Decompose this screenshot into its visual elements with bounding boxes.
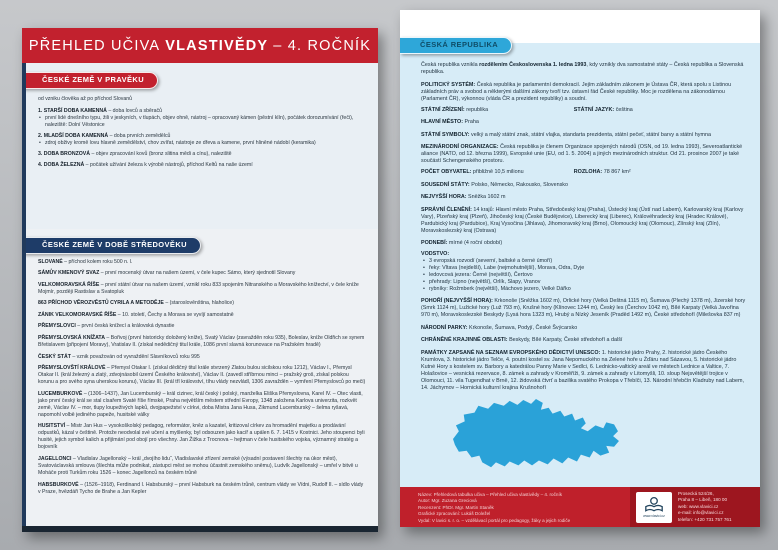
credit-line: Název: Přehledová tabulka učiva – Přehled učiva vlastivědy – 4. ročník [418, 492, 563, 497]
entry-term: PŘEMYSLOVCI [38, 323, 76, 330]
vodstvo-item: • řeky: Vltava (nejdelší), Labe (nejmohutnější), Morava, Odra, Dyje [421, 265, 746, 272]
czech-republic-map [437, 398, 746, 483]
credit-line: Vydal: V lavici s. r. o. – vzdělávací portál pro pedagogy, žáky a jejich rodiče [418, 517, 571, 523]
history-entry [38, 456, 366, 477]
contact-line: e-mail: info@vlavici.cz [678, 510, 724, 516]
intro-t2: , kdy vznikly dva samostatné státy – Česká republika a Slovenská republika. [421, 62, 744, 76]
history-entry [38, 365, 366, 386]
fact-text: Sněžka 1602 m [468, 194, 506, 201]
fact-label: POČET OBYVATEL: [421, 169, 472, 176]
item-bullet: • zdroj obživy kromě lovu hlavně zemědělství, chov zvířat, nástroje ze dřeva a kamene, první hliněné nádobí (keramika) [38, 140, 366, 147]
entry-term: 863 PŘÍCHOD VĚROZVĚSTŮ CYRILA A METODĚJE [38, 300, 164, 307]
entry-text: – Mistr Jan Hus – vysokoškolský pedagog, reformátor, kněz a kazatel, kritizoval církev za hromadění majetku a prodávání odpustků, kázal v češtině. Protože neodvolal své učení a myšlenky, byl odsouzen jako kacíř a upálen 6. 7. 1415 v Kostnici. Jeho stoupenci byli husité, jejich symbol kalich a přijímání pod obojí pro všechny. Jan Žižka z Trocnova – hejtman v čele husitského vojska, významný stratég a bojovník [38, 423, 365, 451]
item-heading: 2. MLADŠÍ DOBA KAMENNÁ [38, 132, 109, 139]
fact-sousedni-staty [421, 182, 746, 189]
section-badge-stredovek: ČESKÉ ZEMĚ V DOBĚ STŘEDOVĚKU [22, 237, 201, 254]
fact-row [421, 107, 746, 114]
fact-label: NEJVYŠŠÍ HORA: [421, 194, 467, 201]
entry-term: VELKOMORAVSKÁ ŘÍŠE [38, 281, 100, 288]
entry-term: HABSBURKOVÉ [38, 481, 79, 488]
fact-label: MEZINÁRODNÍ ORGANIZACE: [421, 144, 499, 151]
fact-text: Polsko, Německo, Rakousko, Slovensko [471, 181, 568, 188]
footer-contact-lines [678, 491, 732, 523]
entry-text: – vznik považován od vyvraždění Slavníkovců roku 995 [72, 353, 200, 360]
logo-url: www.vlavici.cz [643, 514, 665, 518]
ceska-republika-panel [400, 43, 760, 487]
left-spine-bar [22, 63, 26, 532]
entry-text: – (1526–1918), Ferdinand I. Habsburský – první Habsburk na českém trůně, centrum vlády ve Vídni, Rudolf II. – sídlo vlády v Praze, hvězdáři Tycho de Brahe a Jan Kepler [38, 481, 364, 495]
fact-text: republika [466, 106, 489, 113]
fact-pohori [421, 298, 746, 319]
section-badge-pravek: ČESKÉ ZEMĚ V PRAVĚKU [22, 72, 158, 89]
history-entry [38, 354, 366, 361]
fact-text: Česká republika je členem Organizace spojených národů (OSN, od 19. ledna 1993), Severoatlantické aliance (NATO, od 12. března 1999), Evropské unie (EU, od 1. 5. 2004) a jiných mezinárodních struktur. Od 21. prosince 2007 je také součástí Schengenského prostoru. [421, 144, 743, 165]
fact-mezinarodni-organizace [421, 144, 746, 165]
fact-text: přibližně 10,5 milionu [472, 169, 524, 176]
fact-hlavni-mesto [421, 119, 746, 126]
title-prefix: PŘEHLED UČIVA [28, 37, 161, 54]
book-reader-icon [644, 496, 664, 514]
entry-text: – Přemysl Otakar I. (získal dědičný titul krále stvrzený Zlatou bulou sicilskou roku 1212), Václav I., Přemysl Otakar II. (král železný a zlatý, zdvojnásobil území Českého království), Václav II. (zavedl stříbrnou minci – pražský groš, získal polskou korunu a pro svého syna uherskou korunu), Václav III. (král tří království, tíhu vlády nezvládl, 1306 zavražděn – vymření Přemyslovců po meči) [38, 365, 366, 386]
section-stredovek [22, 229, 378, 526]
left-bottom-bar [22, 526, 378, 532]
history-entry [38, 423, 366, 451]
entry-term: ZÁNIK VELKOMORAVSKÉ ŘÍŠE [38, 311, 117, 318]
title-suffix: – 4. ROČNÍK [273, 37, 372, 54]
vodstvo-item: • přehrady: Lipno (největší), Orlík, Slapy, Vranov [421, 279, 746, 286]
contact-line: telefon: +420 731 757 761 [678, 516, 732, 522]
entry-term: ČESKÝ STÁT [38, 353, 71, 360]
fact-text: Krkonoše, Šumava, Podyjí, České Švýcarsko [469, 324, 578, 331]
page-title [22, 28, 378, 63]
pravek-item [38, 133, 366, 147]
intro-paragraph [421, 62, 746, 76]
entry-text: – (1306–1437), Jan Lucemburský – král cizinec, král český i polský, manželka Eliška Přemyslovna, Karel IV. – Otec vlasti, jako první český král se stal císařem Svaté říše římské, Praha největším městem střední Evropy, 1348 založena Karlova univerzita, rozkvět země, Václav IV. – mor, tlupy loupeživých lapků, dvojpapežství v církvi, doba Mistra Jana Husa, Zikmund Lucemburský – šelma ryšavá, napomohl volbě jediného papeže, husitské války [38, 390, 363, 418]
item-text: – objev zpracování kovů (bronz slitina mědi a cínu), naleziště [91, 150, 232, 157]
item-text: – doba prvních zemědělců [109, 132, 171, 139]
fact-text: 14 krajů: Hlavní město Praha, Středočeský kraj (Praha), Ústecký kraj (Ústí nad Labem), Karlovarský kraj (Karlovy Vary), Plzeňský kraj (Plzeň), Jihočeský kraj (České Budějovice), Liberecký kraj (Liberec), Královéhradecký kraj (Hradec Králové), Pardubický kraj (Pardubice), Kraj Vysočina (Jihlava), Jihomoravský kraj (Brno), Olomoucký kraj (Olomouc), Zlínský kraj (Zlín), Moravskoslezský kraj (Ostrava) [421, 206, 744, 234]
fact-text: Beskydy, Bílé Karpaty, České středohoří a další [509, 337, 623, 344]
fact-label: HLAVNÍ MĚSTO: [421, 119, 464, 126]
pravek-item [38, 162, 366, 169]
credit-line: Grafické zpracování: Lukáš Doležel [418, 511, 491, 517]
entry-term: HUSITSTVÍ [38, 423, 66, 430]
fact-vodstvo [421, 251, 746, 293]
entry-text: – první státní útvar na našem území, vznikl roku 833 spojením Nitranského a Moravského knížectví, v čele kníže Mojmír, později Rastislav a Svatopluk [38, 281, 359, 295]
entry-text: – první mocenský útvar na našem území, v čele kupec Sámo, který sjednotil Slovany [100, 270, 296, 277]
vodstvo-list [421, 258, 746, 293]
item-heading: 3. DOBA BRONZOVÁ [38, 150, 90, 157]
pravek-item [38, 151, 366, 158]
intro-t1: Česká republika vznikla [421, 62, 480, 69]
footer-credits [400, 487, 630, 527]
fact-text: 78 867 km² [603, 169, 631, 176]
fact-spravni-cleneni [421, 207, 746, 235]
pravek-intro: od vzniku člověka až po příchod Slovanů [38, 95, 133, 102]
vodstvo-item: • ledovcová jezera: Černé (největší), Čertovo [421, 272, 746, 279]
entry-text: – Vladislav Jagellonský – král „dvojího lidu“, Vladislavské zřízení zemské (výsadní postavení šlechty na úkor měst), Svatováclavská smlouva (šlechta může podnikat, zástupci měst se mohou účastnit zemského sněmu), Ludvík Jagellonský – umřel v bitvě u Moháče proti Turkům roku 1526 – konec Jagellonců na českém trůně [38, 456, 358, 477]
entry-term: SLOVANÉ [38, 258, 63, 265]
fact-text: Praha [464, 119, 479, 126]
footer-contact-block [630, 487, 760, 527]
fact-label: STÁTNÍ ZŘÍZENÍ: [421, 106, 465, 113]
section-badge-ceska-republika: ČESKÁ REPUBLIKA [400, 37, 512, 54]
history-entry [38, 282, 366, 296]
fact-nejvyssi-hora [421, 194, 746, 201]
history-entry [38, 323, 366, 330]
fact-label: POLITICKÝ SYSTÉM: [421, 81, 476, 88]
fact-text: 1. historické jádro Prahy, 2. historické jádro Českého Krumlova, 3. historické jádro Telče, 4. poutní kostel sv. Jana Nepomuckého na Zelené hoře u Žďáru nad Sázavou, 5. historické jádro Kutné Hory s kostelem sv. Barbory a katedrálou Panny Marie v Sedlci, 6. Lednicko-valtický areál ve městech Lednice a Valtice, 7. Holašovice – vesnická rezervace, 8. zámek a zahrady v Kroměříži, 9. zámek a zahrady v Litomyšli, 10. sloup Nejsvětější trojice v Olomouci, 11. vila Tugendhat v Brně, 12. židovská čtvrť a bazilika svatého Prokopa v Třebíči, 13. Národní hřebčín Kladruby nad Labem, 14. Jáchymov – Hornická kulturní krajina Krušnohoří [421, 349, 745, 391]
fact-label: STÁTNÍ SYMBOLY: [421, 131, 470, 138]
item-heading: 1. STARŠÍ DOBA KAMENNÁ [38, 107, 107, 114]
fact-chranene-oblasti [421, 337, 746, 344]
item-bullet: • první lidé dnešního typu, žili v jeskyních, v tlupách, objev ohně, nástroj – opracovaný kámen (pěstní klín), počátek dorozumívání (řeči), naleziště: Dolní Věstonice [38, 115, 366, 129]
contact-line: Praha 8 – Libeň, 180 00 [678, 497, 728, 503]
history-entry [38, 259, 366, 266]
fact-politicky-system [421, 82, 746, 103]
title-bold: VLASTIVĚDY [165, 37, 269, 54]
vodstvo-item: • 3 evropská rozvodí (severní, baltské a černé úmoří) [421, 258, 746, 265]
fact-text: mírné (4 roční období) [448, 239, 503, 246]
stredovek-entries [22, 254, 378, 496]
entry-text: – (staroslověnština, hlaholice) [165, 300, 234, 307]
history-entry [38, 270, 366, 277]
fact-text: čeština [615, 106, 633, 113]
entry-text: – příchod kolem roku 500 n. l. [64, 258, 133, 265]
item-text: – doba lovců a sběračů [108, 107, 162, 114]
pravek-item [38, 108, 366, 129]
credit-line: Recenzent: PhDr. Mgr. Martin Staněk [418, 504, 494, 510]
fact-podnebi [421, 240, 746, 247]
fact-label: SOUSEDNÍ STÁTY: [421, 181, 470, 188]
fact-label: POHOŘÍ (NEJVYŠŠÍ HORA): [421, 298, 493, 305]
fact-unesco [421, 350, 746, 392]
history-entry [38, 312, 366, 319]
fact-text: Krkonoše (Sněžka 1602 m), Orlické hory (Velká Deštná 1115 m), Šumava (Plechý 1378 m), Jizerské hory (Smrk 1124 m), Lužické hory (Luž 793 m), Krušné hory (Klínovec 1244 m), Český les (Čerchov 1042 m), Bílé Karpaty (Velká Javořina 970 m), Moravskoslezské Beskydy (Lysá hora 1323 m), Hrubý a Nízký Jeseník (Praděd 1492 m), České středohoří (Milešovka 837 m) [421, 298, 746, 319]
fact-text: velký a malý státní znak, státní vlajka, standarta prezidenta, státní pečeť, státní barvy a státní hymna [471, 131, 711, 138]
fact-label: PAMÁTKY ZAPSANÉ NA SEZNAM EVROPSKÉHO DĚDICTVÍ UNESCO: [421, 349, 601, 356]
entry-term: PŘEMYSLOVŠTÍ KRÁLOVÉ [38, 365, 106, 372]
fact-narodni-parky [421, 325, 746, 332]
fact-row [421, 169, 746, 176]
fact-label: SPRÁVNÍ ČLENĚNÍ: [421, 206, 472, 213]
entry-term: PŘEMYSLOVSKÁ KNÍŽATA [38, 335, 105, 342]
left-page [22, 28, 378, 532]
right-page [400, 10, 760, 527]
history-entry [38, 335, 366, 349]
fact-label: STÁTNÍ JAZYK: [573, 106, 615, 113]
vlavici-logo [636, 492, 672, 523]
entry-term: LUCEMBURKOVÉ [38, 390, 83, 397]
fact-text: Česká republika je parlamentní demokracií. Jejím základním zákonem je Ústava ČR, která spolu s Listinou základních práv a svobod a některými dalšími zákony tvoří tzv. ústavní řád České republiky. Moc je rozdělena na zákonodárnou (Parlament ČR), výkonnou (vláda ČR a prezident republiky) a soudní. [421, 81, 732, 102]
entry-term: SÁMŮV KMENOVÝ SVAZ [38, 270, 100, 277]
vodstvo-item: • rybníky: Rožmberk (největší), Máchovo jezero, Velké Dářko [421, 286, 746, 293]
fact-label: PODNEBÍ: [421, 239, 448, 246]
item-text: – počátek užívání železa k výrobě nástrojů, příchod Keltů na naše území [85, 161, 253, 168]
fact-label: VODSTVO: [421, 251, 450, 258]
credit-line: Autor: Mgr. Zuzana Greciová [418, 498, 477, 504]
footer [400, 487, 760, 527]
fact-label: ROZLOHA: [573, 169, 603, 176]
entry-text: – první česká knížecí a královská dynastie [77, 323, 175, 330]
entry-text: – Bořivoj (první historicky doložený kníže), Svatý Václav (zavražděn roku 935), Boleslav, kníže Oldřich se synem Břetislavem (připojení Moravy), Vratislav II. (získal nedědičný titul krále, 1086 první slavná korunovace na Pražském hradě) [38, 335, 365, 349]
item-heading: 4. DOBA ŽELEZNÁ [38, 161, 85, 168]
intro-bold: rozdělením Československa 1. ledna 1993 [479, 62, 587, 69]
fact-label: NÁRODNÍ PARKY: [421, 324, 468, 331]
entry-term: JAGELLONCI [38, 456, 72, 463]
history-entry [38, 391, 366, 419]
contact-line: Prosecká 524/26, [678, 490, 714, 496]
entry-text: – 10. století, Čechy a Morava se vyvíjí samostatně [117, 311, 234, 318]
contact-line: web: www.vlavici.cz [678, 503, 719, 509]
section-pravek [22, 63, 378, 229]
history-entry [38, 482, 366, 496]
fact-statni-symboly [421, 132, 746, 139]
history-entry [38, 300, 366, 307]
fact-label: CHRÁNĚNÉ KRAJINNÉ OBLASTI: [421, 337, 508, 344]
